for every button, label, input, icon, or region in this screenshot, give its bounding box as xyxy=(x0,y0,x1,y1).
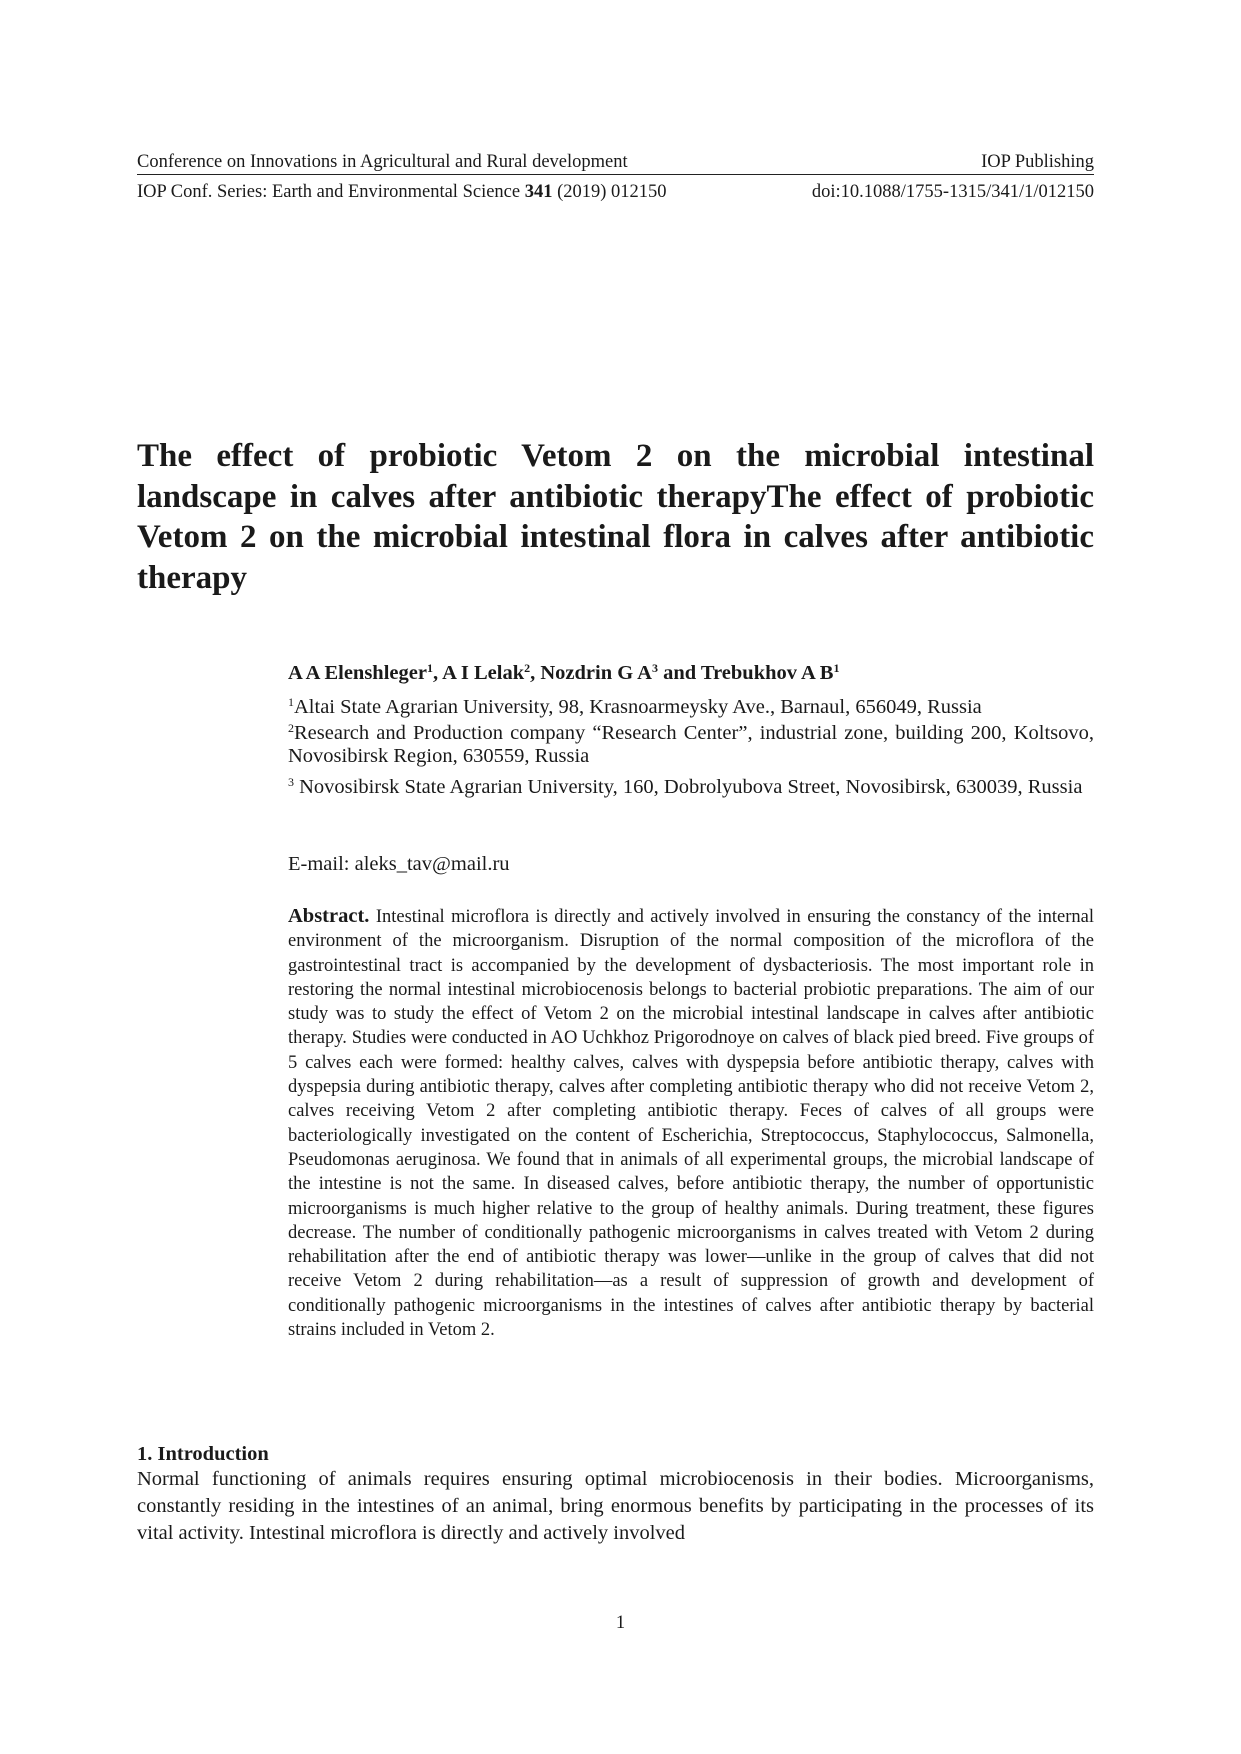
abstract-label: Abstract. xyxy=(288,905,370,927)
affiliation-marker: 1 xyxy=(288,695,294,709)
author-name: A A Elenshleger xyxy=(288,662,427,684)
paper-title: The effect of probiotic Vetom 2 on the microbial intestinal landscape in calves after antibiotic therapyThe effect of probiotic Vetom 2 on the microbial intestinal flora in calves after antibiotic therapy xyxy=(137,438,1094,596)
author-name: , A I Lelak xyxy=(432,662,525,684)
affiliation xyxy=(288,776,1094,799)
section-heading: 1. Introduction xyxy=(137,1443,269,1465)
affiliation-text: Research and Production company “Research Center”, industrial zone, building 200, Koltsovo, Novosibirsk Region, 630559, Russia xyxy=(288,722,1094,767)
affiliation-text: Novosibirsk State Agrarian University, 160, Dobrolyubova Street, Novosibirsk, 630039, Russia xyxy=(294,776,1083,798)
conference-name: Conference on Innovations in Agricultural and Rural development xyxy=(137,152,628,172)
journal-citation xyxy=(137,181,667,203)
running-header xyxy=(137,150,1094,175)
author-name: and Trebukhov A B xyxy=(657,662,834,684)
year-article: (2019) 012150 xyxy=(552,182,667,202)
publisher-name: IOP Publishing xyxy=(981,152,1094,172)
doi: doi:10.1088/1755-1315/341/1/012150 xyxy=(811,182,1094,202)
abstract xyxy=(288,904,1094,1342)
author-name: , Nozdrin G A xyxy=(530,662,652,684)
page-number: 1 xyxy=(615,1613,626,1633)
affiliation-marker: 2 xyxy=(524,661,531,675)
contact-email: E-mail: aleks_tav@mail.ru xyxy=(288,853,510,875)
introduction-text: Normal functioning of animals requires ensuring optimal microbiocenosis in their bodies. Microorganisms, constantly residing in the intestines of an animal, bring enormous benefits by participating in the processes of its vital activity. Intestinal microflora is directly and actively involved xyxy=(137,1468,1094,1544)
affiliation xyxy=(288,696,1094,719)
affiliation-marker: 3 xyxy=(651,661,658,675)
series-name: IOP Conf. Series: Earth and Environmental Science xyxy=(137,182,525,202)
affiliation-marker: 3 xyxy=(288,775,294,789)
affiliation-marker: 1 xyxy=(426,661,433,675)
volume-number: 341 xyxy=(524,182,553,202)
affiliation-marker: 1 xyxy=(833,661,840,675)
affiliation-marker: 2 xyxy=(288,721,294,735)
abstract-text: Intestinal microflora is directly and actively involved in ensuring the constancy of the internal environment of the microorganism. Disruption of the normal composition of the microflora of the gastrointestinal tract is accompanied by the development of dysbacteriosis. The most important role in restoring the normal intestinal microbiocenosis belongs to bacterial probiotic preparations. The aim of our study was to study the effect of Vetom 2 on the microbial intestinal landscape in calves after antibiotic therapy. Studies were conducted in AO Uchkhoz Prigorodnoye on calves of black pied breed. Five groups of 5 calves each were formed: healthy calves, calves with dyspepsia before antibiotic therapy, calves with dyspepsia during antibiotic therapy, calves after completing antibiotic therapy who did not receive Vetom 2, calves receiving Vetom 2 after completing antibiotic therapy. Feces of calves of all groups were bacteriologically investigated on the content of Escherichia, Streptococcus, Staphylococcus, Salmonella, Pseudomonas aeruginosa. We found that in animals of all experimental groups, the microbial landscape of the intestine is not the same. In diseased calves, before antibiotic therapy, the number of opportunistic microorganisms is much higher relative to the group of healthy animals. During treatment, these figures decrease. The number of conditionally pathogenic microorganisms in calves treated with Vetom 2 during rehabilitation after the end of antibiotic therapy was lower—unlike in the group of calves that did not receive Vetom 2 during rehabilitation—as a result of suppression of growth and development of conditionally pathogenic microorganisms in the intestines of calves after antibiotic therapy by bacterial strains included in Vetom 2. xyxy=(288,907,1095,1341)
affiliation xyxy=(288,722,1094,767)
affiliation-text: Altai State Agrarian University, 98, Krasnoarmeysky Ave., Barnaul, 656049, Russia xyxy=(294,696,982,718)
author-list xyxy=(288,660,1094,686)
